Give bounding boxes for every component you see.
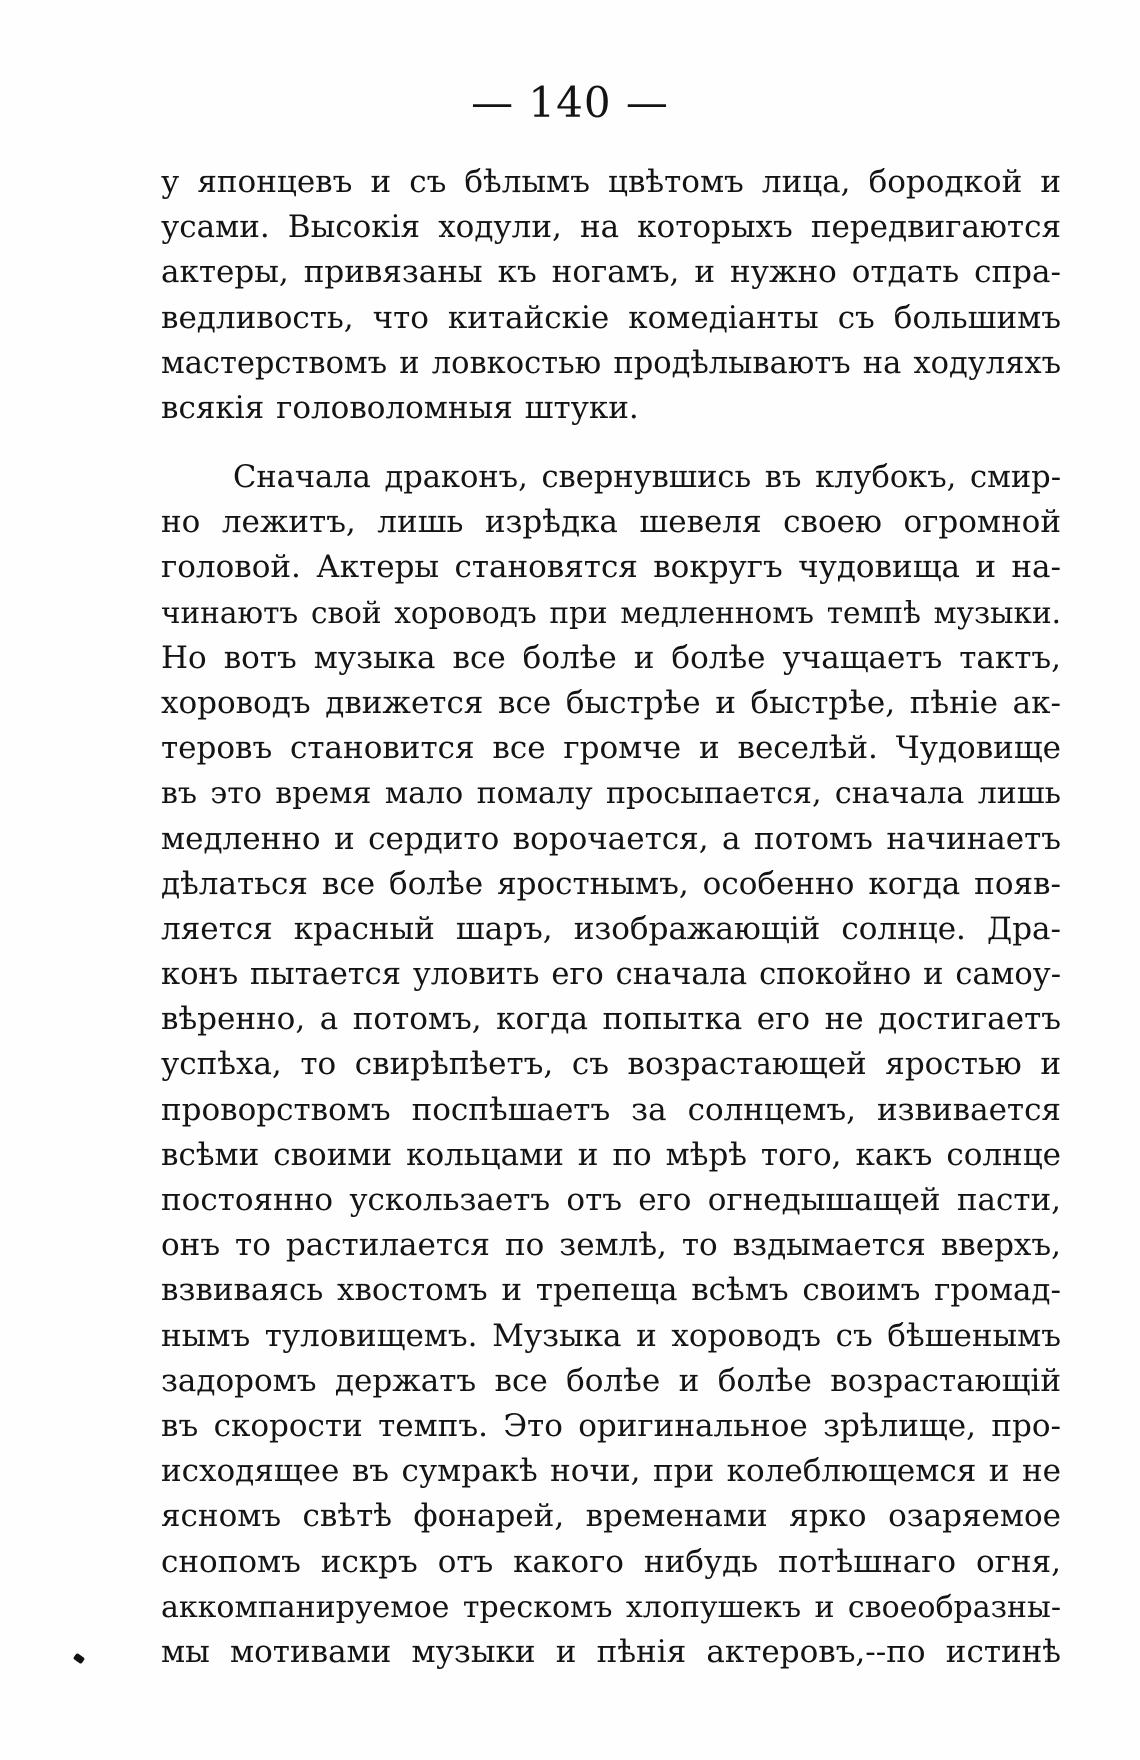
text-line: снопомъ искръ отъ какого нибудь потѣшнаго огня,: [161, 1543, 1061, 1580]
text-line: взвиваясь хвостомъ и трепеща всѣмъ своимъ громад-: [161, 1272, 1061, 1309]
text-line: медленно и сердито ворочается, а потомъ начинаетъ: [161, 820, 1061, 857]
text-line: онъ то растилается по землѣ, то вздымается вверхъ,: [161, 1227, 1061, 1264]
ink-speck: [73, 1653, 85, 1664]
text-line: въ это время мало помалу просыпается, сначала лишь: [161, 776, 1061, 812]
text-line: мы мотивами музыки и пѣнія актеровъ,--по истинѣ: [161, 1633, 1061, 1670]
text-line: аккомпанируемое трескомъ хлопушекъ и своеобразны-: [161, 1589, 1061, 1625]
text-line: усами. Высокія ходули, на которыхъ передвигаются: [161, 209, 1061, 246]
text-line: мастерствомъ и ловкостью продѣлываютъ на ходуляхъ: [161, 345, 1061, 381]
text-line: но лежитъ, лишь изрѣдка шевеля своею огромной: [161, 504, 1061, 541]
text-line: въ скорости темпъ. Это оригинальное зрѣлище, про-: [161, 1407, 1061, 1444]
text-line: ясномъ свѣтѣ фонарей, временами ярко озаряемое: [161, 1498, 1061, 1535]
text-line: теровъ становится все громче и веселѣй. Чудовище: [161, 730, 1061, 767]
text-line: дѣлаться все болѣе яростнымъ, особенно когда появ-: [161, 865, 1061, 902]
text-line: у японцевъ и съ бѣлымъ цвѣтомъ лица, бородкой и: [161, 164, 1061, 200]
text-line: конъ пытается уловить его сначала спокойно и самоу-: [161, 957, 1061, 993]
text-line: успѣха, то свирѣпѣетъ, съ возрастающей яростью и: [161, 1046, 1061, 1083]
text-line: ведливость, что китайскіе комедіанты съ большимъ: [161, 299, 1061, 336]
text-line: задоромъ держатъ все болѣе и болѣе возрастающій: [161, 1362, 1061, 1399]
text-line: постоянно ускользаетъ отъ его огнедышащей пасти,: [161, 1182, 1061, 1218]
text-line: всякія головоломныя штуки.: [161, 389, 639, 426]
text-line: головой. Актеры становятся вокругъ чудовища и на-: [161, 549, 1061, 586]
text-line: нымъ туловищемъ. Музыка и хороводъ съ бѣшенымъ: [161, 1317, 1061, 1354]
page-number: — 140 —: [471, 78, 669, 127]
text-line: Сначала драконъ, свернувшись въ клубокъ, смир-: [233, 460, 1061, 495]
text-line: исходящее въ сумракѣ ночи, при колеблющемся и не: [161, 1453, 1061, 1490]
text-line: чинаютъ свой хороводъ при медленномъ темпѣ музыки.: [161, 595, 1061, 630]
paragraph-1: [161, 160, 1061, 431]
text-line: ляется красный шаръ, изображающій солнце. Дра-: [161, 910, 1061, 947]
text-line: Но вотъ музыка все болѣе и болѣе учащаетъ тактъ,: [161, 639, 1061, 676]
paragraph-2: [161, 455, 1061, 1675]
text-line: хороводъ движется все быстрѣе и быстрѣе, пѣніе ак-: [161, 684, 1061, 721]
text-line: проворствомъ поспѣшаетъ за солнцемъ, извивается: [161, 1091, 1061, 1128]
text-line: актеры, привязаны къ ногамъ, и нужно отдать спра-: [161, 254, 1061, 291]
text-line: вѣренно, а потомъ, когда попытка его не достигаетъ: [161, 1001, 1061, 1038]
text-line: всѣми своими кольцами и по мѣрѣ того, какъ солнце: [161, 1136, 1061, 1173]
